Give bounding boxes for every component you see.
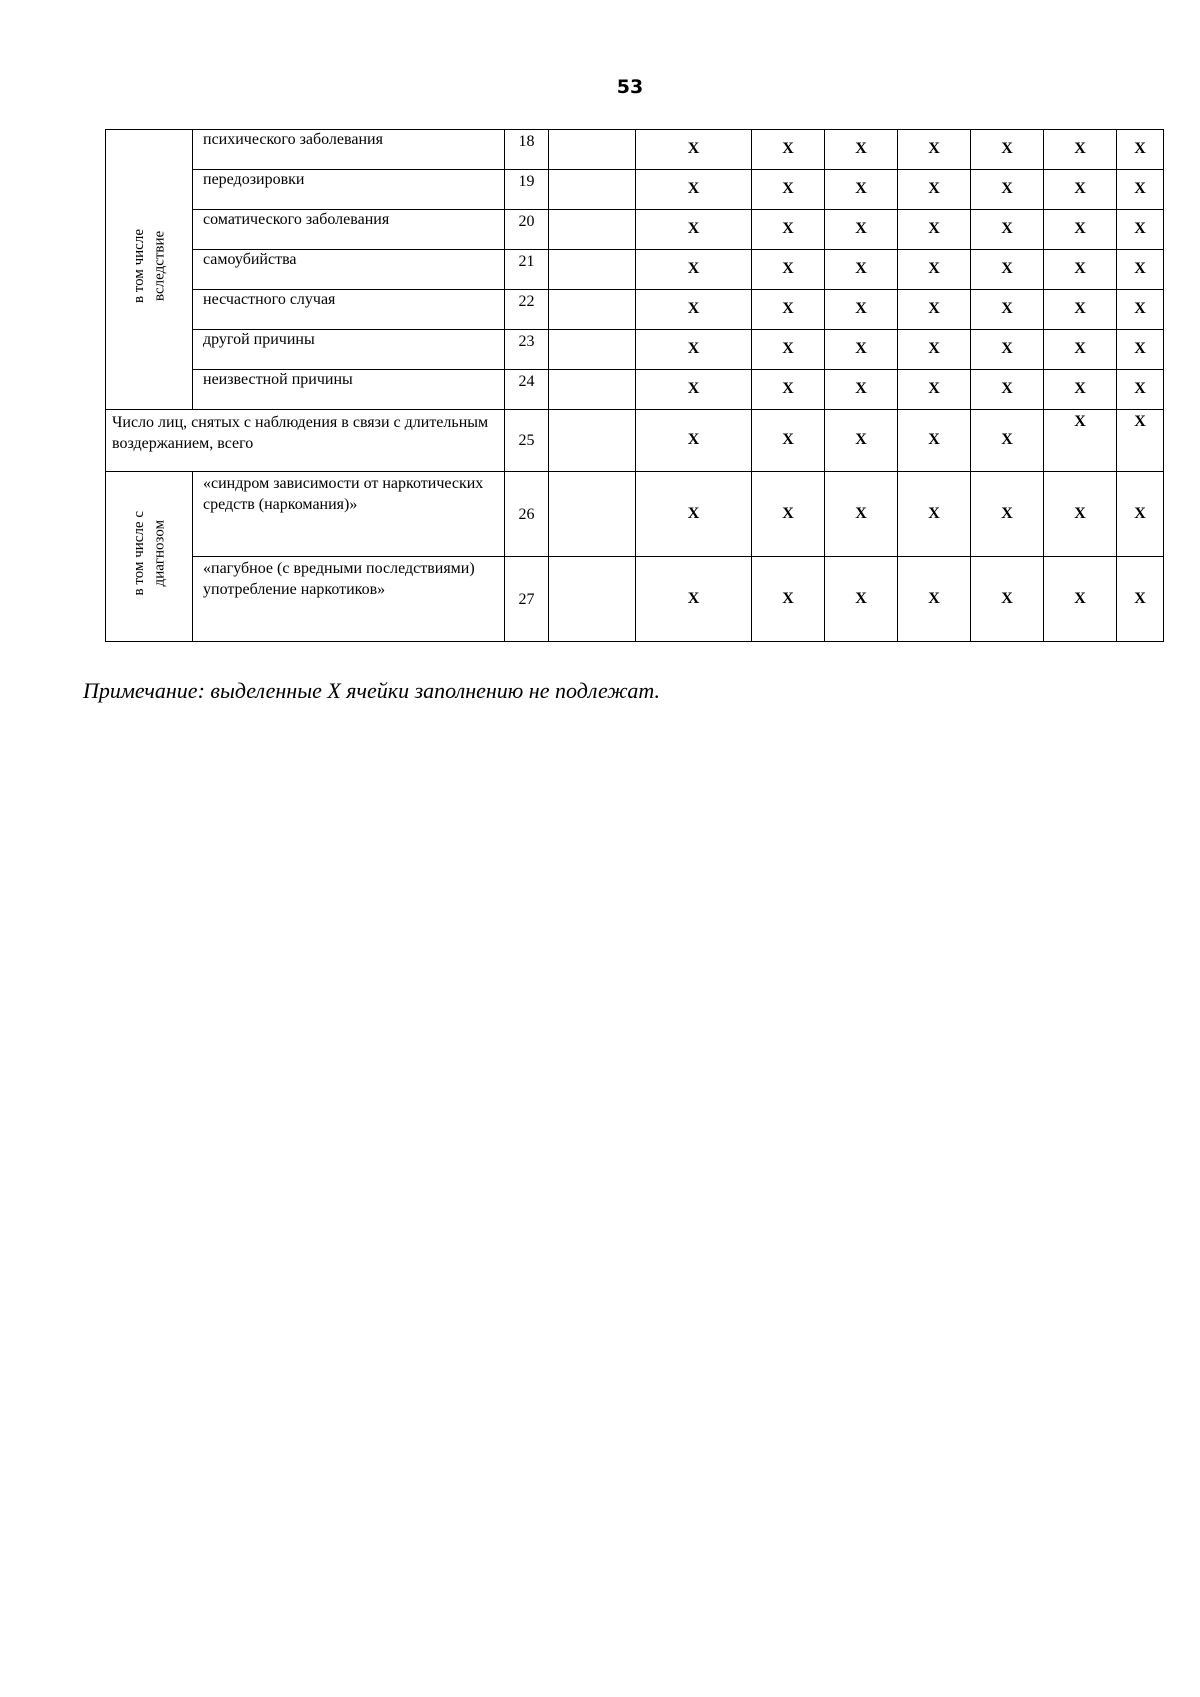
x-mark: X <box>636 130 752 170</box>
row-label: Число лиц, снятых с наблюдения в связи с длительным воздержанием, всего <box>106 410 505 472</box>
x-mark: X <box>752 472 825 557</box>
x-mark: X <box>636 210 752 250</box>
data-cell[interactable] <box>549 130 636 170</box>
x-mark: X <box>1117 472 1164 557</box>
x-mark: X <box>971 250 1044 290</box>
x-mark: X <box>636 557 752 642</box>
x-mark: X <box>636 370 752 410</box>
x-mark: X <box>825 290 898 330</box>
x-mark: X <box>1044 130 1117 170</box>
x-mark: X <box>752 557 825 642</box>
row-label: несчастного случая <box>193 290 505 330</box>
x-mark: X <box>971 472 1044 557</box>
x-mark: X <box>898 130 971 170</box>
row-label: передозировки <box>193 170 505 210</box>
x-mark: X <box>1117 370 1164 410</box>
row-label: самоубийства <box>193 250 505 290</box>
row-number: 19 <box>505 170 549 210</box>
x-mark: X <box>1117 410 1164 472</box>
x-mark: X <box>971 410 1044 472</box>
row-number: 27 <box>505 557 549 642</box>
x-mark: X <box>636 330 752 370</box>
row-number: 23 <box>505 330 549 370</box>
x-mark: X <box>971 130 1044 170</box>
x-mark: X <box>636 170 752 210</box>
table-row <box>106 472 1164 557</box>
page-number: 53 <box>616 76 644 98</box>
x-mark: X <box>825 130 898 170</box>
x-mark: X <box>825 370 898 410</box>
x-mark: X <box>752 170 825 210</box>
x-mark: X <box>898 330 971 370</box>
x-mark: X <box>1044 170 1117 210</box>
x-mark: X <box>898 370 971 410</box>
x-mark: X <box>1117 250 1164 290</box>
x-mark: X <box>825 557 898 642</box>
x-mark: X <box>636 472 752 557</box>
x-mark: X <box>898 290 971 330</box>
data-cell[interactable] <box>549 472 636 557</box>
x-mark: X <box>898 210 971 250</box>
x-mark: X <box>1044 210 1117 250</box>
x-mark: X <box>825 410 898 472</box>
data-cell[interactable] <box>549 330 636 370</box>
row-number: 26 <box>505 472 549 557</box>
row-number: 21 <box>505 250 549 290</box>
data-cell[interactable] <box>549 370 636 410</box>
x-mark: X <box>752 410 825 472</box>
table-row <box>106 330 1164 370</box>
x-mark: X <box>825 330 898 370</box>
x-mark: X <box>752 370 825 410</box>
table-row <box>106 250 1164 290</box>
data-cell[interactable] <box>549 250 636 290</box>
group-label-diagnosis: в том числе с диагнозом <box>106 472 193 642</box>
x-mark: X <box>1117 210 1164 250</box>
x-mark: X <box>971 290 1044 330</box>
table-row <box>106 370 1164 410</box>
table-row <box>106 210 1164 250</box>
x-mark: X <box>1044 557 1117 642</box>
row-number: 20 <box>505 210 549 250</box>
row-number: 22 <box>505 290 549 330</box>
row-label: другой причины <box>193 330 505 370</box>
x-mark: X <box>825 210 898 250</box>
x-mark: X <box>752 330 825 370</box>
x-mark: X <box>1117 557 1164 642</box>
x-mark: X <box>636 410 752 472</box>
x-mark: X <box>971 557 1044 642</box>
x-mark: X <box>1117 330 1164 370</box>
x-mark: X <box>1044 250 1117 290</box>
x-mark: X <box>1044 410 1117 472</box>
x-mark: X <box>752 130 825 170</box>
footnote: Примечание: выделенные X ячейки заполнению не подлежат. <box>83 678 661 703</box>
x-mark: X <box>752 290 825 330</box>
data-cell[interactable] <box>549 170 636 210</box>
x-mark: X <box>898 557 971 642</box>
x-mark: X <box>1044 290 1117 330</box>
row-label: психического заболевания <box>193 130 505 170</box>
x-mark: X <box>752 210 825 250</box>
x-mark: X <box>1044 472 1117 557</box>
x-mark: X <box>1117 290 1164 330</box>
table-row <box>106 290 1164 330</box>
x-mark: X <box>898 170 971 210</box>
row-number: 24 <box>505 370 549 410</box>
x-mark: X <box>898 410 971 472</box>
table-row <box>106 130 1164 170</box>
data-cell[interactable] <box>549 210 636 250</box>
x-mark: X <box>752 250 825 290</box>
row-number: 18 <box>505 130 549 170</box>
x-mark: X <box>636 290 752 330</box>
x-mark: X <box>1044 370 1117 410</box>
x-mark: X <box>971 370 1044 410</box>
data-cell[interactable] <box>549 557 636 642</box>
x-mark: X <box>1117 170 1164 210</box>
row-label: «пагубное (с вредными последствиями) употребление наркотиков» <box>193 557 505 642</box>
x-mark: X <box>825 250 898 290</box>
report-table <box>105 129 1164 642</box>
x-mark: X <box>898 472 971 557</box>
group-label-cause: в том числе вследствие <box>106 130 193 410</box>
x-mark: X <box>1117 130 1164 170</box>
row-label: «синдром зависимости от наркотических средств (наркомания)» <box>193 472 505 557</box>
data-cell[interactable] <box>549 410 636 472</box>
x-mark: X <box>1044 330 1117 370</box>
x-mark: X <box>825 472 898 557</box>
x-mark: X <box>971 330 1044 370</box>
row-label: неизвестной причины <box>193 370 505 410</box>
x-mark: X <box>825 170 898 210</box>
table-row <box>106 170 1164 210</box>
x-mark: X <box>971 170 1044 210</box>
table-row <box>106 410 1164 472</box>
x-mark: X <box>898 250 971 290</box>
x-mark: X <box>636 250 752 290</box>
row-number: 25 <box>505 410 549 472</box>
table-row <box>106 557 1164 642</box>
row-label: соматического заболевания <box>193 210 505 250</box>
data-cell[interactable] <box>549 290 636 330</box>
x-mark: X <box>971 210 1044 250</box>
